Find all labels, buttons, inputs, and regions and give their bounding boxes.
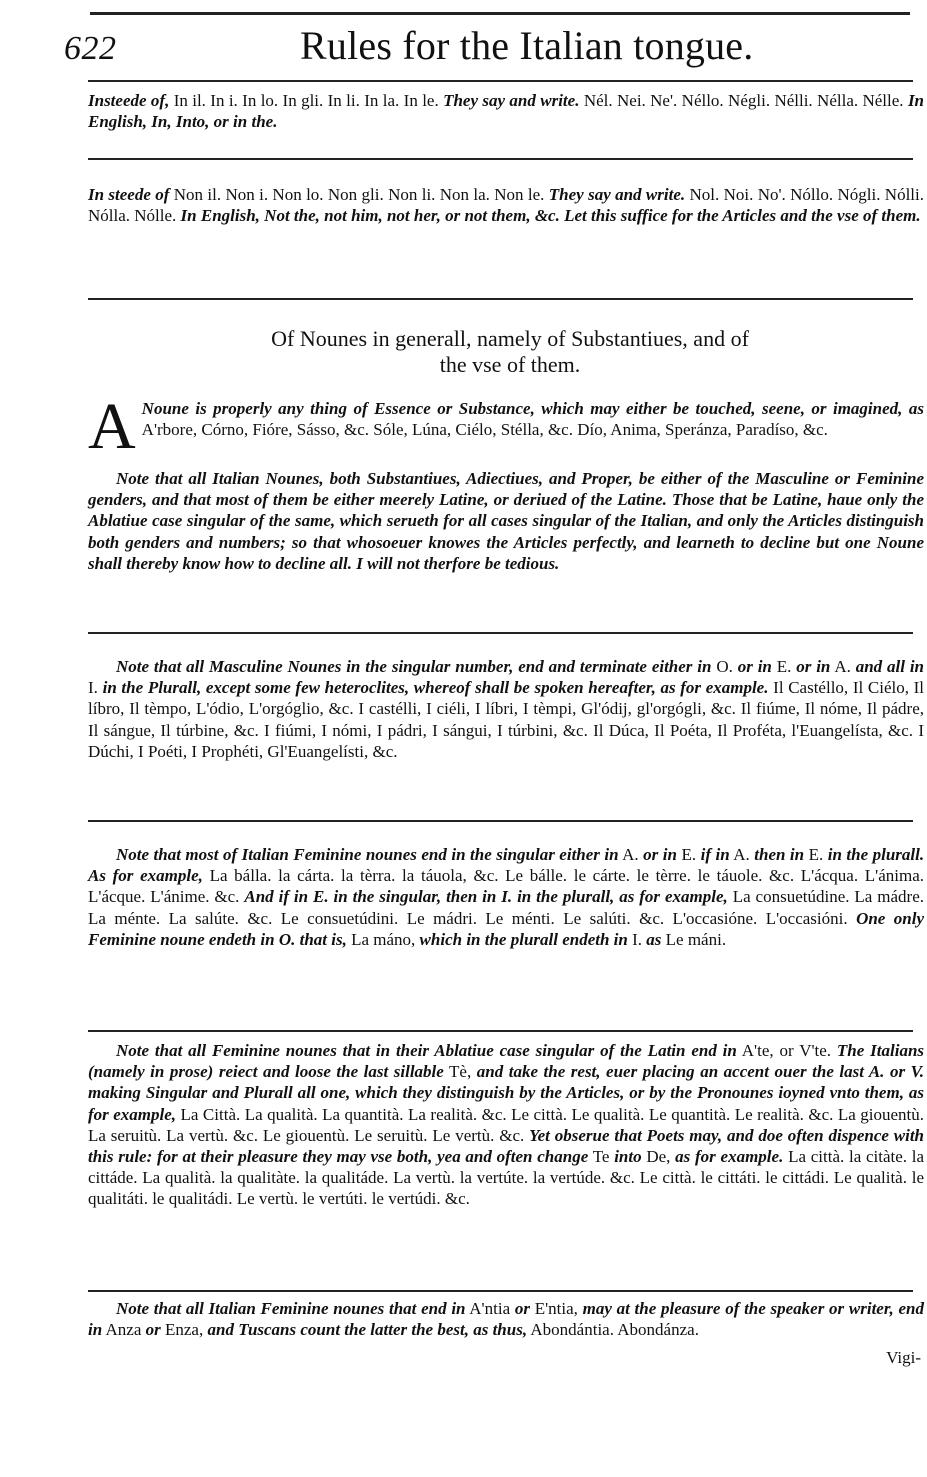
italic-phrase: and all in bbox=[855, 657, 924, 676]
drop-cap: A bbox=[88, 390, 136, 463]
header-rule bbox=[88, 80, 913, 82]
articles-paragraph-2 bbox=[88, 184, 924, 226]
roman-phrase: Tè, bbox=[449, 1062, 472, 1082]
roman-phrase: O. bbox=[716, 657, 733, 676]
roman-phrase: A'rbore, Córno, Fióre, Sásso, &c. Sóle, Lúna, Ciélo, Stélla, &c. Dío, Anima, Speránza, Paradíso, &c. bbox=[141, 420, 828, 440]
italic-phrase: Note that all Italian Nounes, both Substantiues, Adiectiues, and Proper, be either of the Masculine or Feminine genders, and that most of them be either meerely Latine, or deriued of the Latine. Those that be Latine, haue only the Ablatiue case singular of the same, which serueth for all cases singular of the Italian, and only the Articles distinguish both genders and numbers; so that whosoeuer knowes the Articles perfectly, and learneth to decline but one Noune shall thereby know how to decline all. I will not therfore be tedious. bbox=[88, 469, 924, 573]
roman-phrase: Abondántia. Abondánza. bbox=[530, 1320, 699, 1340]
italic-phrase: The Italians (namely in prose) reiect and loose the last sillable bbox=[88, 1041, 925, 1082]
ablative-paragraph bbox=[88, 1040, 924, 1210]
italic-phrase: Noune is properly any thing of Essence or Substance, which may either be touched, seene, or imagined, as bbox=[141, 399, 924, 418]
italic-phrase: In English, Not the, not him, not her, or not them, &c. Let this suffice for the Articles and the vse of them. bbox=[180, 206, 921, 226]
roman-phrase: E. bbox=[776, 657, 792, 676]
divider-rule bbox=[88, 298, 913, 300]
italic-phrase: if in bbox=[700, 845, 730, 864]
divider-rule bbox=[88, 1290, 913, 1292]
italic-phrase: Note that most of Italian Feminine nounes end in the singular either in bbox=[116, 845, 619, 864]
noun-definition-paragraph bbox=[88, 390, 924, 463]
page-header bbox=[60, 22, 910, 72]
italic-phrase: into bbox=[614, 1147, 642, 1167]
italic-phrase: Note that all Feminine nounes that in their Ablatiue case singular of the Latin end in bbox=[116, 1041, 737, 1060]
roman-phrase: Anza bbox=[105, 1320, 142, 1340]
articles-paragraph-1 bbox=[88, 90, 924, 132]
roman-phrase: E'ntia, bbox=[534, 1299, 578, 1318]
roman-phrase: La consuetúdine. La mádre. La ménte. La salúte. &c. Le consuetúdini. Le mádri. Le ménti. Le salúti. &c. L'occasióne. L'occasióni. bbox=[88, 887, 925, 928]
catchword: Vigi- bbox=[886, 1348, 921, 1367]
roman-phrase: La bálla. la cárta. la tèrra. la táuola, &c. Le bálle. le cárte. le tèrre. le táuole. &c. L'ácqua. L'ánima. L'ácque. L'ánime. &c. bbox=[88, 866, 925, 907]
italic-phrase: which in the plurall endeth in bbox=[419, 929, 628, 949]
roman-phrase: Il Castéllo, Il Ciélo, Il líbro, Il tèmpo, L'ódio, L'orgóglio, &c. I castélli, I ciéli, I líbri, I tèmpi, Gl'ódij, gl'orgógli, &c. Il fiúme, Il nóme, Il pádre, Il sángue, Il túrbine, &c. I fiúmi, I nómi, I pádri, I sángui, I túrbini, &c. Il Dúca, Il Poéta, Il Proféta, l'Euangelísta, &c. I Dúchi, I Poéti, I Prophéti, Gl'Euangelísti, &c. bbox=[88, 678, 925, 761]
roman-phrase: La città. la citàte. la cittáde. La qualità. la qualitàte. la qualitáde. La vertù. la vertúte. la vertúde. &c. Le città. le cittáti. le cittádi. Le qualità. le qualitáti. le qualitádi. Le vertù. le vertúti. le vertúdi. &c. bbox=[88, 1147, 925, 1209]
roman-phrase: Nol. Noi. No'. Nóllo. Nógli. Nólli. Nólla. Nólle. bbox=[88, 185, 925, 226]
italic-phrase: or in bbox=[796, 657, 831, 676]
page-number: 622 bbox=[64, 30, 117, 67]
italic-phrase: In English, In, Into, or in the. bbox=[88, 91, 925, 132]
divider-rule bbox=[88, 820, 913, 822]
italic-phrase: in the plurall. As for example, bbox=[88, 845, 925, 886]
roman-phrase: E. bbox=[681, 845, 697, 864]
roman-phrase: A'ntia bbox=[469, 1299, 511, 1318]
divider-rule bbox=[88, 632, 913, 634]
italic-phrase: Note that all Masculine Nounes in the singular number, end and terminate either in bbox=[116, 657, 712, 676]
top-rule bbox=[90, 12, 910, 15]
roman-phrase: E. bbox=[808, 845, 824, 864]
italic-phrase: Insteede of, bbox=[88, 91, 170, 110]
italic-phrase: may at the pleasure of the speaker or writer, end in bbox=[88, 1299, 924, 1340]
italic-phrase: or in bbox=[643, 845, 677, 864]
italic-phrase: or bbox=[514, 1299, 530, 1318]
roman-phrase: La Città. La qualità. La quantità. La realità. &c. Le città. Le qualità. Le quantità. Le realità. &c. La giouentù. La seruitù. La vertù. &c. Le giouentù. Le seruitù. Le vertù. &c. bbox=[88, 1104, 924, 1145]
roman-phrase: A. bbox=[622, 845, 639, 864]
running-title: Rules for the Italian tongue. bbox=[300, 23, 754, 68]
roman-phrase: A'te, or V'te. bbox=[741, 1041, 832, 1060]
antia-entia-paragraph bbox=[88, 1298, 924, 1340]
italic-phrase: They say and write. bbox=[548, 185, 686, 204]
gender-note-paragraph bbox=[88, 468, 924, 574]
italic-phrase: They say and write. bbox=[443, 91, 580, 110]
roman-phrase: I. bbox=[88, 678, 98, 698]
roman-phrase: I. bbox=[632, 929, 643, 949]
heading-line: the vse of them. bbox=[439, 352, 581, 377]
section-heading bbox=[120, 326, 900, 378]
italic-phrase: in the Plurall, except some few heteroclites, whereof shall be spoken hereafter, as for example. bbox=[102, 678, 769, 698]
roman-phrase: A. bbox=[733, 845, 750, 864]
italic-phrase: One only Feminine noune endeth in O. that is, bbox=[88, 908, 925, 949]
feminine-nouns-paragraph bbox=[88, 844, 924, 950]
italic-phrase: then in bbox=[754, 845, 805, 864]
roman-phrase: Le máni. bbox=[665, 929, 727, 949]
roman-phrase: De, bbox=[646, 1147, 671, 1167]
italic-phrase: In steede of bbox=[88, 185, 170, 204]
roman-phrase: Non il. Non i. Non lo. Non gli. Non li. Non la. Non le. bbox=[173, 185, 545, 204]
italic-phrase: Yet obserue that Poets may, and doe often dispence with this rule: for at their pleasure they may vse both, yea and often change bbox=[88, 1125, 925, 1167]
roman-phrase: La máno, bbox=[351, 929, 416, 949]
roman-phrase: In il. In i. In lo. In gli. In li. In la. In le. bbox=[173, 91, 439, 110]
italic-phrase: as for example. bbox=[675, 1147, 784, 1167]
roman-phrase: A. bbox=[834, 657, 851, 676]
divider-rule bbox=[88, 158, 913, 160]
italic-phrase: And if in E. in the singular, then in I. in the plurall, as for example, bbox=[244, 887, 728, 907]
divider-rule bbox=[88, 1030, 913, 1032]
heading-line: Of Nounes in generall, namely of Substantiues, and of bbox=[271, 326, 749, 351]
masculine-nouns-paragraph bbox=[88, 656, 924, 762]
italic-phrase: or in bbox=[737, 657, 772, 676]
roman-phrase: Nél. Nei. Ne'. Néllo. Négli. Nélli. Nélla. Nélle. bbox=[583, 91, 904, 110]
italic-phrase: and take the rest, euer placing an accent ouer the last A. or V. making Singular and Plurall all one, which they distinguish by the Articles, or by the Pronounes ioyned vnto them, as for example, bbox=[88, 1062, 924, 1124]
roman-phrase: Enza, bbox=[165, 1320, 204, 1340]
italic-phrase: Note that all Italian Feminine nounes that end in bbox=[116, 1299, 466, 1318]
roman-phrase: Te bbox=[592, 1147, 610, 1167]
italic-phrase: and Tuscans count the latter the best, as thus, bbox=[207, 1320, 528, 1340]
italic-phrase: or bbox=[145, 1320, 161, 1340]
italic-phrase: as bbox=[646, 929, 662, 949]
